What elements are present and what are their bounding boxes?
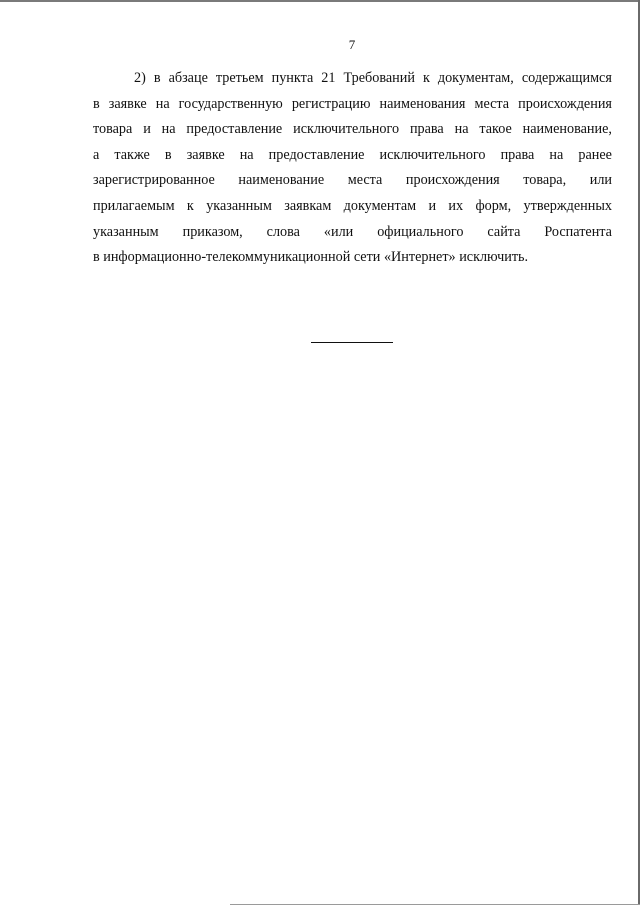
word: заявке [186, 146, 225, 163]
word: указанным [93, 223, 159, 240]
word: зарегистрированное [93, 172, 215, 189]
word: исключительного [379, 146, 486, 163]
word: слова [266, 223, 300, 240]
word: товара, [523, 172, 567, 189]
word: предоставление [186, 121, 283, 138]
word: форм, [475, 197, 512, 214]
word: ранее [578, 146, 612, 163]
word: места [347, 172, 383, 189]
word: и [143, 121, 151, 138]
word: официального [377, 223, 464, 240]
word: утвержденных [523, 197, 612, 214]
word: места [474, 95, 510, 112]
word: приказом, [182, 223, 243, 240]
word: пункта [271, 70, 314, 86]
word: прилагаемым [93, 197, 175, 214]
paragraph-line [93, 220, 612, 246]
paragraph-line [93, 92, 612, 118]
word: на [454, 121, 469, 138]
word: происхождения [518, 95, 612, 112]
word: в [93, 95, 100, 112]
word: на [239, 146, 254, 163]
word: исключительного [293, 121, 400, 138]
word: предоставление [268, 146, 365, 163]
word: содержащимся [521, 70, 612, 86]
word: в [164, 146, 172, 163]
word: а [93, 146, 100, 163]
word: документам [343, 197, 417, 214]
word: 2) [134, 70, 146, 86]
end-separator-line [311, 342, 393, 343]
word: указанным [206, 197, 272, 214]
word: к [422, 70, 430, 86]
word: Требований [343, 70, 415, 86]
word: наименования [379, 95, 466, 112]
word: на [161, 121, 176, 138]
word: к [186, 197, 194, 214]
word: и [428, 197, 437, 214]
word: абзаце [168, 70, 208, 86]
word: сайта [487, 223, 521, 240]
paragraph-line: в информационно-телекоммуникационной сети «Интернет» исключить. [93, 249, 529, 266]
word: третьем [215, 70, 264, 86]
paragraph-line [93, 194, 612, 220]
word: «или [323, 223, 354, 240]
word: наименование [238, 172, 325, 189]
word: или [589, 172, 612, 189]
word: Роспатента [544, 223, 612, 240]
amendment-paragraph [93, 66, 612, 271]
paragraph-line [93, 117, 612, 143]
word: права [500, 146, 535, 163]
word: заявкам [284, 197, 332, 214]
page-number: 7 [348, 37, 356, 52]
word: заявке [108, 95, 147, 112]
word: документам, [437, 70, 514, 86]
word: происхождения [405, 172, 500, 189]
word: права [409, 121, 444, 138]
word: 21 [321, 70, 336, 86]
word: товара [93, 121, 133, 138]
paragraph-line [93, 143, 612, 169]
word: также [114, 146, 150, 163]
word: регистрацию [291, 95, 371, 112]
word: такое [479, 121, 512, 138]
word: их [448, 197, 464, 214]
paragraph-line [93, 168, 612, 194]
word: наименование, [522, 121, 612, 138]
word: государственную [178, 95, 283, 112]
word: в [153, 70, 161, 86]
word: на [549, 146, 564, 163]
paragraph-line [93, 66, 612, 92]
scan-edge-top [0, 0, 640, 2]
word: на [155, 95, 170, 112]
